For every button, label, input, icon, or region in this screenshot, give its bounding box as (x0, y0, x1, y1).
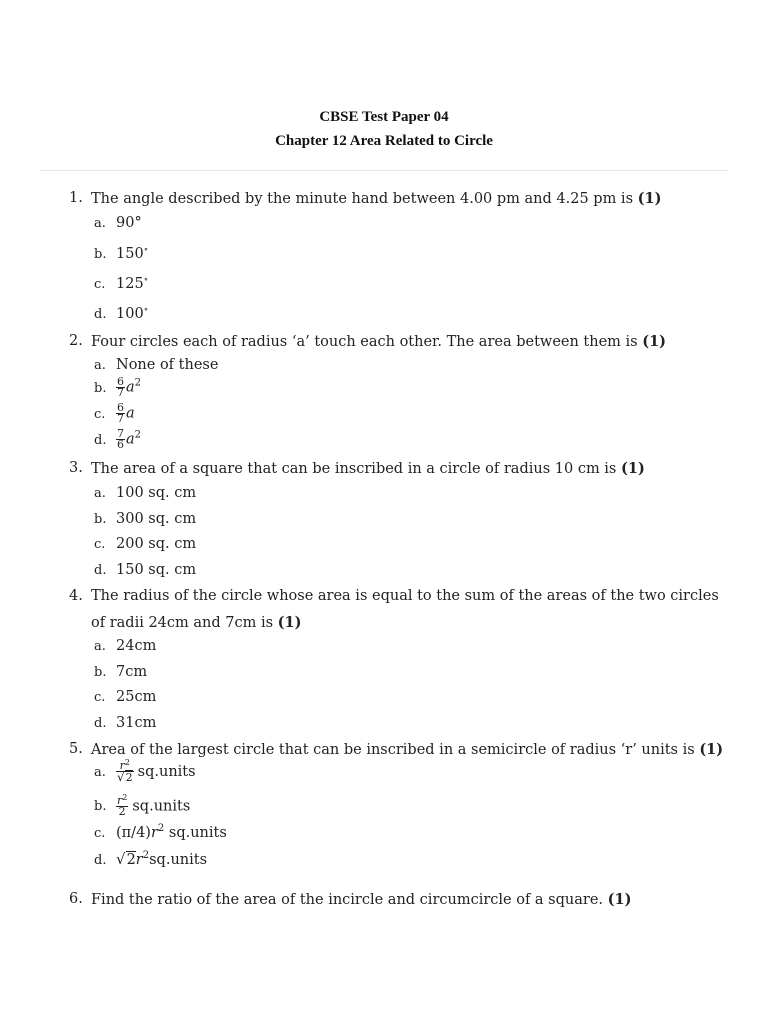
option-value: 100 sq. cm (116, 485, 197, 501)
radicand: 2 (125, 771, 133, 784)
variable: r (150, 825, 158, 841)
question-text (91, 887, 729, 914)
marks-label: (1) (277, 613, 302, 631)
marks-label: (1) (607, 891, 632, 908)
option-value: 24cm (116, 638, 157, 654)
fraction-numerator: 6 (117, 375, 124, 388)
question-6 (69, 887, 729, 914)
fraction-denominator: 2 (116, 806, 128, 817)
option-2b (94, 377, 141, 398)
option-5b (94, 793, 191, 818)
degree-unit: ∘ (143, 245, 149, 255)
unit-label: sq.units (168, 825, 227, 841)
option-label: a. (94, 764, 106, 780)
question-3 (69, 456, 729, 483)
fraction-denominator: 7 (117, 412, 124, 425)
option-4b (94, 664, 147, 680)
option-1c (94, 275, 148, 292)
question-2 (69, 329, 729, 356)
option-label: a. (94, 216, 106, 231)
option-4c (94, 689, 156, 705)
radicand: 2 (126, 852, 136, 868)
option-label: b. (94, 799, 107, 814)
option-label: d. (94, 563, 107, 578)
question-number: 5. (69, 741, 83, 757)
option-label: c. (94, 277, 106, 292)
fraction-numerator: 6 (117, 401, 124, 414)
question-text (91, 186, 729, 213)
option-label: d. (94, 716, 107, 731)
exponent: 2 (142, 850, 150, 861)
exponent: 2 (134, 429, 142, 441)
option-1b (94, 245, 148, 262)
option-4a (94, 638, 156, 654)
option-label: a. (94, 639, 106, 654)
variable: a (126, 431, 135, 448)
header-divider (40, 170, 728, 171)
question-5 (69, 737, 729, 764)
variable: r (117, 794, 123, 807)
option-5c (94, 825, 227, 841)
degree-unit: ∘ (143, 275, 149, 285)
option-5a (94, 758, 196, 784)
question-text-body: Find the ratio of the area of the incircle and circumcircle of a square. (91, 892, 604, 908)
marks-label: (1) (642, 333, 667, 350)
question-text-body: The area of a square that can be inscribed in a circle of radius 10 cm is (91, 461, 617, 477)
option-label: c. (94, 537, 106, 552)
option-2a (94, 357, 218, 373)
marks-label: (1) (621, 460, 645, 477)
option-value: 25cm (116, 689, 157, 705)
option-label: b. (94, 512, 107, 527)
marks-label: (1) (699, 741, 724, 758)
option-label: c. (94, 690, 106, 705)
option-1d (94, 305, 148, 322)
chapter-title: Chapter 12 Area Related to Circle (275, 133, 493, 149)
question-number: 6. (69, 891, 83, 907)
question-text-body: The angle described by the minute hand between 4.00 pm and 4.25 pm is (91, 191, 634, 207)
question-text (91, 329, 729, 356)
degree-unit: ∘ (143, 305, 149, 315)
variable: a (126, 405, 135, 422)
question-1 (69, 186, 729, 213)
question-number: 1. (69, 190, 83, 206)
option-5d (94, 850, 207, 868)
option-3a (94, 485, 196, 501)
question-text-body: Four circles each of radius ‘a’ touch each other. The area between them is (91, 334, 638, 350)
square-root: √2 (117, 770, 133, 784)
question-number: 3. (69, 460, 83, 476)
option-label: d. (94, 853, 107, 868)
option-3c (94, 536, 196, 552)
fraction-denominator: 7 (117, 386, 124, 399)
option-value: 7cm (116, 664, 148, 680)
option-label: d. (94, 432, 107, 448)
exponent: 2 (122, 793, 128, 802)
option-label: b. (94, 380, 107, 396)
question-text-body: The radius of the circle whose area is equal to the sum of the areas of the two circles of radii 24cm and 7cm is (91, 588, 719, 631)
option-label: a. (94, 358, 106, 373)
question-number: 2. (69, 333, 83, 349)
unit-label: sq.units (132, 798, 191, 815)
option-value: 150 sq. cm (116, 562, 197, 578)
fraction-denominator: 6 (117, 438, 124, 451)
option-label: a. (94, 486, 106, 501)
variable: a (126, 379, 135, 396)
variable: r (135, 852, 143, 868)
question-text (91, 456, 729, 483)
option-value: 150 (116, 246, 144, 262)
option-3b (94, 511, 196, 527)
option-label: c. (94, 406, 106, 422)
unit-label: sq.units (137, 764, 196, 780)
option-2c (94, 403, 135, 424)
option-value: 31cm (116, 715, 157, 731)
variable: r (119, 759, 125, 772)
coefficient: (π/4) (116, 825, 151, 841)
option-label: b. (94, 247, 107, 262)
degree-unit: ° (134, 215, 142, 231)
marks-label: (1) (637, 190, 662, 207)
exponent: 2 (124, 758, 130, 767)
question-number: 4. (69, 588, 83, 604)
option-value: 300 sq. cm (116, 511, 197, 527)
option-value: None of these (116, 357, 219, 373)
option-value: 200 sq. cm (116, 536, 197, 552)
fraction-numerator: 7 (117, 427, 124, 440)
paper-title: CBSE Test Paper 04 (319, 109, 449, 125)
option-4d (94, 715, 156, 731)
option-2d (94, 429, 141, 450)
exponent: 2 (134, 377, 142, 389)
question-text (91, 584, 729, 636)
exponent: 2 (157, 823, 165, 834)
question-text-body: Area of the largest circle that can be inscribed in a semicircle of radius ‘r’ units is (91, 742, 695, 758)
option-label: d. (94, 307, 107, 322)
option-value: 100 (116, 306, 144, 322)
square-root: √2 (116, 850, 136, 868)
unit-label: sq.units (149, 852, 208, 868)
option-label: b. (94, 665, 107, 680)
option-value: 125 (116, 276, 144, 292)
question-4 (69, 584, 729, 636)
option-3d (94, 562, 196, 578)
option-1a (94, 215, 142, 231)
question-text (91, 737, 729, 764)
option-value: 90 (116, 215, 135, 231)
option-label: c. (94, 826, 106, 841)
